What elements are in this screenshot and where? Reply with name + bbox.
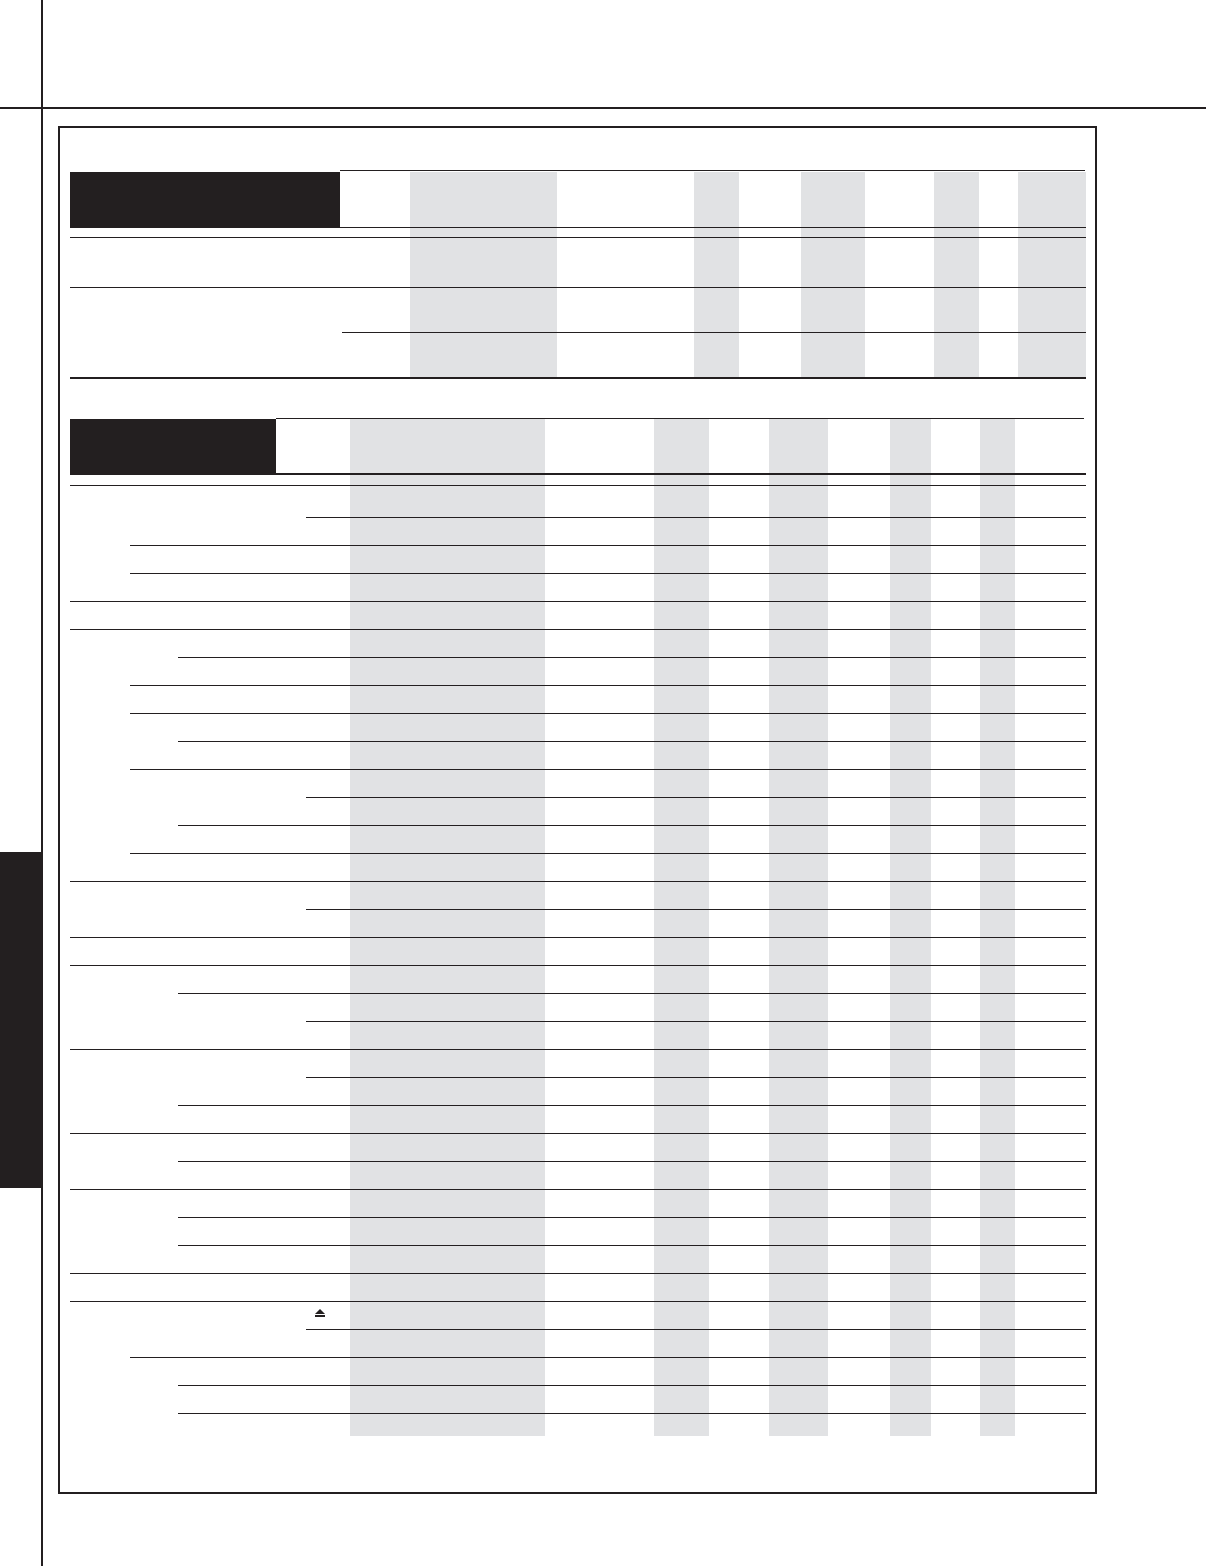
- table1-shade-col: [410, 172, 557, 377]
- table2-row-rule: [130, 713, 1086, 714]
- top-margin-rule: [0, 107, 1206, 109]
- table1-shade-col: [694, 172, 739, 377]
- table2-row-rule: [70, 1049, 1086, 1050]
- table1-top-rule: [340, 170, 1085, 171]
- table2-row-rule: [70, 1273, 1086, 1274]
- table2-row-rule: [130, 545, 1086, 546]
- table2-row-rule: [178, 1217, 1086, 1218]
- table2-shade-col: [890, 419, 931, 1436]
- table1-row-rule: [342, 332, 1086, 333]
- table1-row-rule: [70, 287, 1086, 288]
- table2-row-rule: [70, 485, 1086, 486]
- table1-shade-col: [801, 172, 865, 377]
- table2-row-rule: [70, 937, 1086, 938]
- table2-row-rule: [306, 909, 1086, 910]
- table2-header-bottom-rule: [70, 473, 1086, 475]
- left-margin-rule: [41, 0, 43, 1566]
- table2-row-rule: [178, 1105, 1086, 1106]
- table2-top-rule: [276, 418, 1084, 419]
- table2-header-block: [70, 419, 276, 475]
- table2-row-rule: [178, 1385, 1086, 1386]
- table2-row-rule: [306, 1021, 1086, 1022]
- table2-shade-col: [980, 419, 1015, 1436]
- table2-row-rule: [130, 853, 1086, 854]
- table2-row-rule: [130, 769, 1086, 770]
- table2-row-rule: [70, 881, 1086, 882]
- table2-row-rule: [178, 1245, 1086, 1246]
- side-section-tab: [0, 852, 43, 1188]
- table2-shade-col: [769, 419, 828, 1436]
- table2-row-rule: [178, 741, 1086, 742]
- table2-row-rule: [130, 1357, 1086, 1358]
- table2-row-rule: [178, 657, 1086, 658]
- table1-row-rule: [70, 237, 1086, 238]
- table2-row-rule: [130, 573, 1086, 574]
- table1-bottom-rule: [70, 377, 1086, 379]
- eject-icon: [314, 1308, 326, 1318]
- table2-shade-col: [350, 419, 545, 1436]
- table2-row-rule: [178, 1161, 1086, 1162]
- table2-shade-col: [654, 419, 709, 1436]
- table2-row-rule: [70, 629, 1086, 630]
- table2-row-rule: [70, 1133, 1086, 1134]
- table2-row-rule: [130, 685, 1086, 686]
- table2-row-rule: [306, 1329, 1086, 1330]
- table1-shade-col: [934, 172, 979, 377]
- table2-row-rule: [70, 601, 1086, 602]
- table2-row-rule: [70, 1189, 1086, 1190]
- table2-row-rule: [178, 993, 1086, 994]
- table2-row-rule: [306, 797, 1086, 798]
- table2-row-rule: [306, 1077, 1086, 1078]
- table1-shade-col: [1018, 172, 1086, 377]
- table2-row-rule: [178, 825, 1086, 826]
- table2-row-rule: [70, 1301, 1086, 1302]
- table2-row-rule: [306, 517, 1086, 518]
- table2-row-rule: [70, 965, 1086, 966]
- table2-row-rule: [178, 1413, 1086, 1414]
- table1-header-bottom-rule: [70, 227, 1086, 228]
- table1-header-block: [70, 172, 340, 228]
